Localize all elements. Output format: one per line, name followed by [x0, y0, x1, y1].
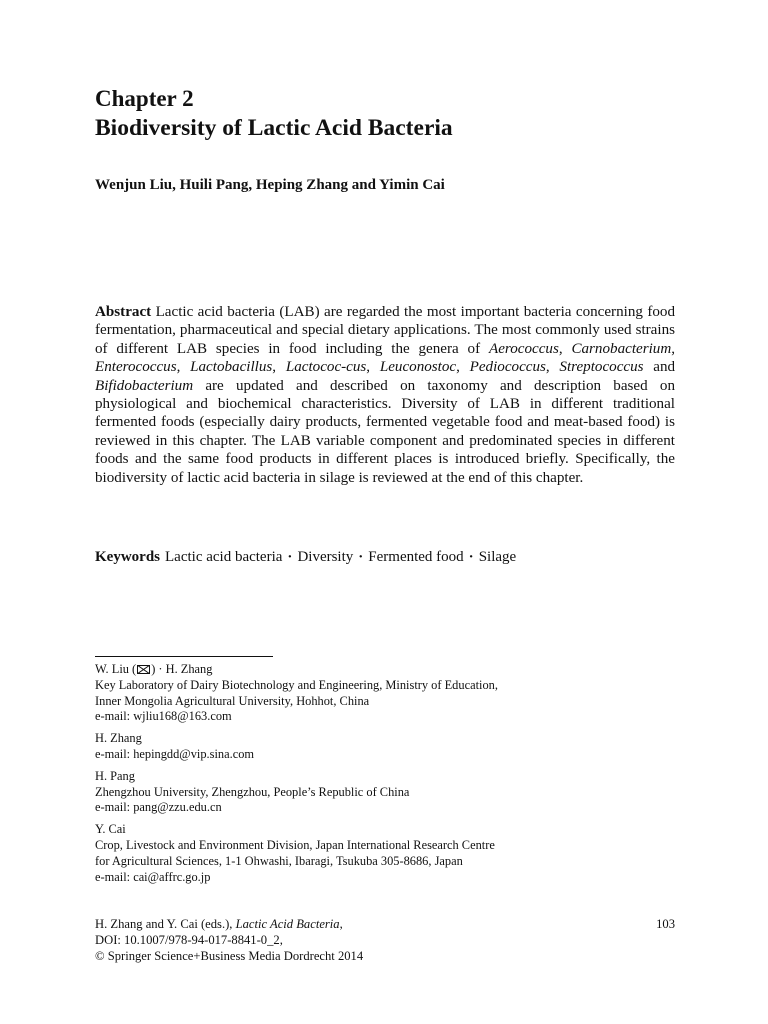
email-line: e-mail: hepingdd@vip.sina.com: [95, 746, 255, 761]
author-name: H. Zhang: [95, 731, 142, 746]
abstract-text: ,: [671, 340, 676, 357]
doi-line: DOI: 10.1007/978-94-017-8841-0_2,: [95, 933, 283, 947]
citation-line: [95, 916, 363, 932]
keywords-line: [95, 547, 675, 567]
author-name: Y. Cai: [95, 822, 126, 837]
genus-name: Enterococcus: [95, 359, 177, 376]
chapter-label: Chapter 2: [95, 86, 194, 111]
abstract-text: are updated and described on taxonomy and description based on physiological and biochemical characteristics. Diversity of LAB in different traditional fermented foods (especially dairy products, fermented vegetable food and meat-based food) is reviewed in this chapter. The LAB variable component and predominated species in different foods and the same food products in different places is introduced briefly. Specifically, the biodiversity of lactic acid bacteria in silage is reviewed at the end of this chapter.: [95, 377, 675, 486]
abstract-text: and: [643, 359, 676, 376]
abstract-label: Abstract: [95, 304, 152, 320]
abstract-text: Lactic acid bacteria (LAB) are regarded the most important bacteria concerning food fermentation, pharmaceutical and special dietary applications. The most commonly used strains of different LAB species in food including the genera of: [95, 304, 675, 357]
abstract-body: [95, 304, 675, 486]
genus-name: Bifidobacterium: [95, 377, 194, 394]
author-list: Wenjun Liu, Huili Pang, Heping Zhang and Yimin Cai: [95, 177, 445, 193]
author-name-suffix: ) · H. Zhang: [151, 662, 213, 676]
abstract-text: ,: [272, 359, 286, 376]
affiliation-line: Key Laboratory of Dairy Biotechnology and Engineering, Ministry of Education,: [95, 677, 498, 692]
email-line: e-mail: pang@zzu.edu.cn: [95, 800, 222, 815]
affiliation-authors: [95, 662, 675, 678]
abstract-text: ,: [366, 359, 380, 376]
copyright-line: © Springer Science+Business Media Dordrecht 2014: [95, 949, 364, 963]
affiliation-authors: [95, 822, 675, 838]
footnote-divider: [95, 656, 273, 657]
genus-name: Lactobacillus: [190, 359, 273, 376]
document-page: [95, 0, 675, 1024]
keyword: Fermented food: [368, 549, 464, 565]
author-affiliations: [95, 662, 675, 891]
affiliation-authors: [95, 769, 675, 785]
publication-info: [95, 916, 363, 964]
email-line: e-mail: wjliu168@163.com: [95, 709, 232, 724]
genus-name: Aerococcus: [488, 340, 559, 357]
abstract-text: ,: [545, 359, 560, 376]
genus-name: Pediococcus: [469, 359, 546, 376]
affiliation-block: [95, 822, 675, 885]
keyword-separator: ·: [358, 549, 364, 565]
citation-book-title: Lactic Acid Bacteria: [235, 917, 340, 931]
keyword: Lactic acid bacteria: [165, 549, 283, 565]
keyword: Silage: [478, 549, 517, 565]
citation-punct: ,: [339, 917, 343, 931]
abstract-text: ,: [456, 359, 470, 376]
keyword-separator: ·: [287, 549, 293, 565]
affiliation-line: Crop, Livestock and Environment Division, Japan International Research Centre: [95, 837, 495, 852]
author-name: H. Pang: [95, 768, 135, 783]
genus-name: Streptococcus: [559, 359, 644, 376]
abstract-text: ,: [176, 359, 191, 376]
abstract-text: ,: [558, 340, 572, 357]
affiliation-block: [95, 769, 675, 816]
abstract-paragraph: [95, 303, 675, 487]
genus-name: Leuconostoc: [379, 359, 457, 376]
affiliation-line: Zhengzhou University, Zhengzhou, People’s Republic of China: [95, 784, 410, 799]
affiliation-authors: [95, 731, 675, 747]
keyword-list: [165, 549, 516, 565]
keyword-separator: ·: [468, 549, 474, 565]
affiliation-line: Inner Mongolia Agricultural University, Hohhot, China: [95, 693, 370, 708]
email-line: e-mail: cai@affrc.go.jp: [95, 869, 211, 884]
keyword: Diversity: [297, 549, 354, 565]
citation-editors: H. Zhang and Y. Cai (eds.),: [95, 917, 236, 931]
affiliation-line: for Agricultural Sciences, 1-1 Ohwashi, Ibaragi, Tsukuba 305-8686, Japan: [95, 853, 463, 868]
genus-name: Carnobacterium: [571, 340, 672, 357]
page-number: 103: [656, 917, 675, 931]
affiliation-block: [95, 662, 675, 725]
keywords-label: Keywords: [95, 549, 160, 565]
author-name: W. Liu (: [95, 662, 137, 676]
chapter-title: Biodiversity of Lactic Acid Bacteria: [95, 115, 453, 141]
genus-name: Lactococ-cus: [285, 359, 367, 376]
affiliation-block: [95, 731, 675, 763]
envelope-icon: [137, 665, 150, 674]
